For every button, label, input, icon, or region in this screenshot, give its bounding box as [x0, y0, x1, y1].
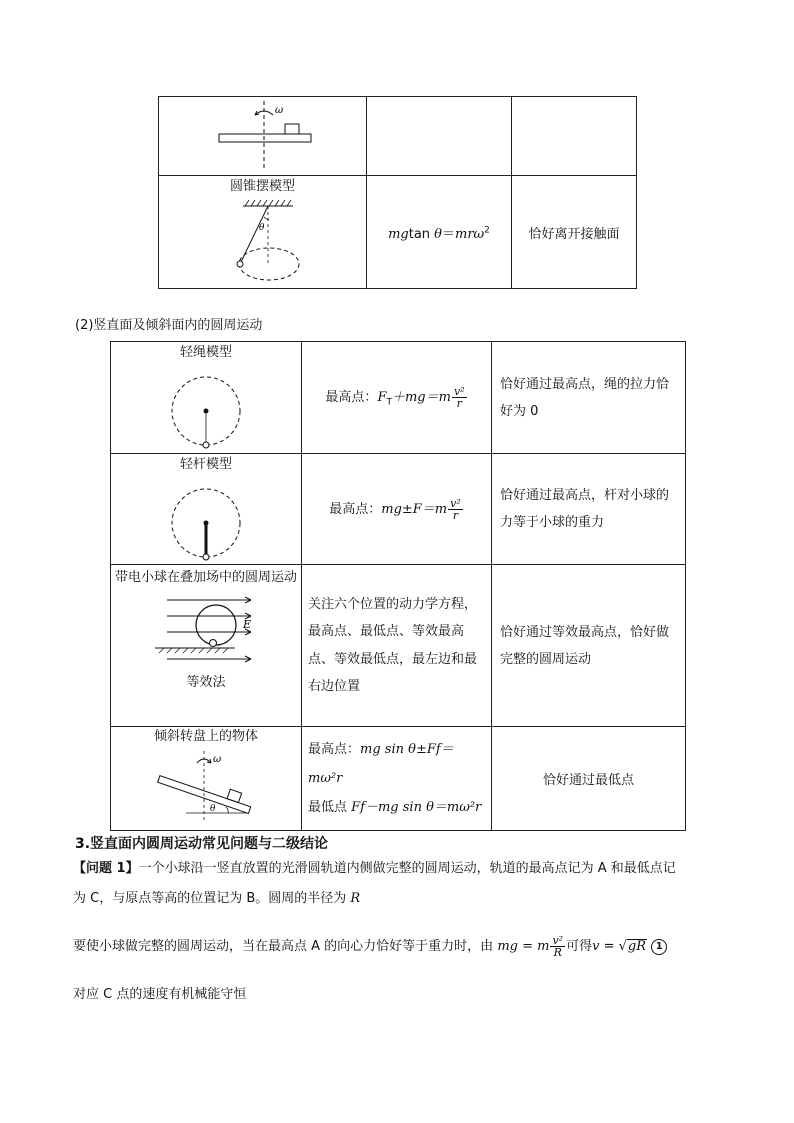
- problem-line-4: 对应 C 点的速度有机械能守恒: [73, 987, 247, 1002]
- turntable-diagram: [159, 97, 365, 175]
- problem-tag: 【问题 1】: [73, 861, 139, 876]
- table-row: [111, 454, 686, 565]
- inclined-turntable-diagram: [111, 745, 301, 827]
- rope-model-cell: [111, 342, 302, 454]
- conical-condition: 恰好离开接触面: [528, 226, 620, 242]
- table-row: [111, 727, 686, 831]
- problem-line-3: 要使小球做完整的圆周运动，当在最高点 A 的向心力恰好等于重力时，由 mg = m $\frac{\text{v²}}{R}$ 可得v = √gR 1: [73, 930, 667, 964]
- rope-formula-cell: [302, 342, 492, 454]
- conical-formula: mgtan θ＝mrω$^2$: [388, 225, 490, 242]
- rod-model-cell: [111, 454, 302, 565]
- conical-pendulum-diagram: [159, 195, 365, 283]
- inclined-formula-1: 最高点：mg sin θ±Ff＝mω²r: [308, 742, 454, 786]
- section-heading-3: 3.竖直面内圆周运动常见问题与二级结论: [75, 836, 329, 852]
- field-e-label: E: [243, 618, 252, 631]
- section-heading-2: (2)竖直面及倾斜面内的圆周运动: [75, 318, 263, 333]
- omega-label-2: ω: [213, 754, 222, 765]
- charged-ball-label: 带电小球在叠加场中的圆周运动: [115, 570, 298, 585]
- problem-text-2: 为 C，与原点等高的位置记为 B。圆周的半径为: [73, 891, 351, 906]
- inclined-turntable-cell: [111, 727, 302, 831]
- conical-pendulum-cell: [159, 176, 367, 289]
- conical-pendulum-label: 圆锥摆模型: [229, 179, 295, 194]
- charged-condition-cell: [492, 565, 686, 727]
- table-row: [159, 176, 637, 289]
- problem-text-3: 要使小球做完整的圆周运动，当在最高点 A 的向心力恰好等于重力时，由: [73, 939, 494, 954]
- charged-description: 关注六个位置的动力学方程，最高点、最低点、等效最高点、等效最低点，最左边和最右边位置: [308, 596, 478, 694]
- problem-text-1: 一个小球沿一竖直放置的光滑圆轨道内侧做完整的圆周运动，轨道的最高点记为 A 和最低点记: [138, 861, 676, 876]
- circled-number-1: 1: [651, 939, 667, 955]
- inclined-formula-2: 最低点 Ff－mg sin θ＝mω²r: [308, 800, 482, 815]
- rod-formula: 最高点：mg±F＝m $\frac{\text{v²}}{r}$: [329, 496, 461, 522]
- empty-cell: [512, 97, 637, 176]
- charged-description-cell: [302, 565, 492, 727]
- charged-ball-diagram: [115, 591, 297, 671]
- empty-cell: [367, 97, 512, 176]
- rope-model-diagram: [111, 361, 301, 451]
- turntable-diagram-cell: [159, 97, 367, 176]
- table-row: [111, 565, 686, 727]
- rod-condition-cell: [492, 454, 686, 565]
- problem-line-2: [73, 890, 360, 908]
- rod-condition: 恰好通过最高点，杆对小球的力等于小球的重力: [500, 488, 670, 530]
- rod-model-diagram: [111, 473, 301, 563]
- inclined-condition: 恰好通过最低点: [542, 773, 634, 788]
- inclined-formula-cell: [302, 727, 492, 831]
- charged-condition: 恰好通过等效最高点，恰好做完整的圆周运动: [500, 624, 670, 667]
- rope-model-label: 轻绳模型: [179, 345, 232, 360]
- equivalent-method-label: 等效法: [186, 675, 226, 690]
- rod-model-label: 轻杆模型: [179, 457, 232, 472]
- rope-condition-cell: [492, 342, 686, 454]
- radius-symbol: R: [350, 891, 361, 906]
- problem-line-1: [73, 860, 733, 878]
- rope-formula: 最高点：$F_T+mg=m$ $\frac{\text{v²}}{r}$: [325, 385, 465, 410]
- inclined-condition-cell: [492, 727, 686, 831]
- omega-label: ω: [275, 105, 284, 116]
- inclined-turntable-label: 倾斜转盘上的物体: [153, 729, 258, 744]
- table-row: [111, 342, 686, 454]
- rope-condition: 恰好通过最高点，绳的拉力恰好为 0: [500, 376, 670, 419]
- theta-label-2: θ: [210, 804, 216, 814]
- theta-label: θ: [259, 223, 265, 233]
- condition-cell: [512, 176, 637, 289]
- formula-cell: [367, 176, 512, 289]
- rod-formula-cell: [302, 454, 492, 565]
- table-circular-horizontal: [158, 96, 637, 289]
- table-row: [159, 97, 637, 176]
- table-circular-vertical: [110, 341, 686, 831]
- charged-ball-cell: [111, 565, 302, 727]
